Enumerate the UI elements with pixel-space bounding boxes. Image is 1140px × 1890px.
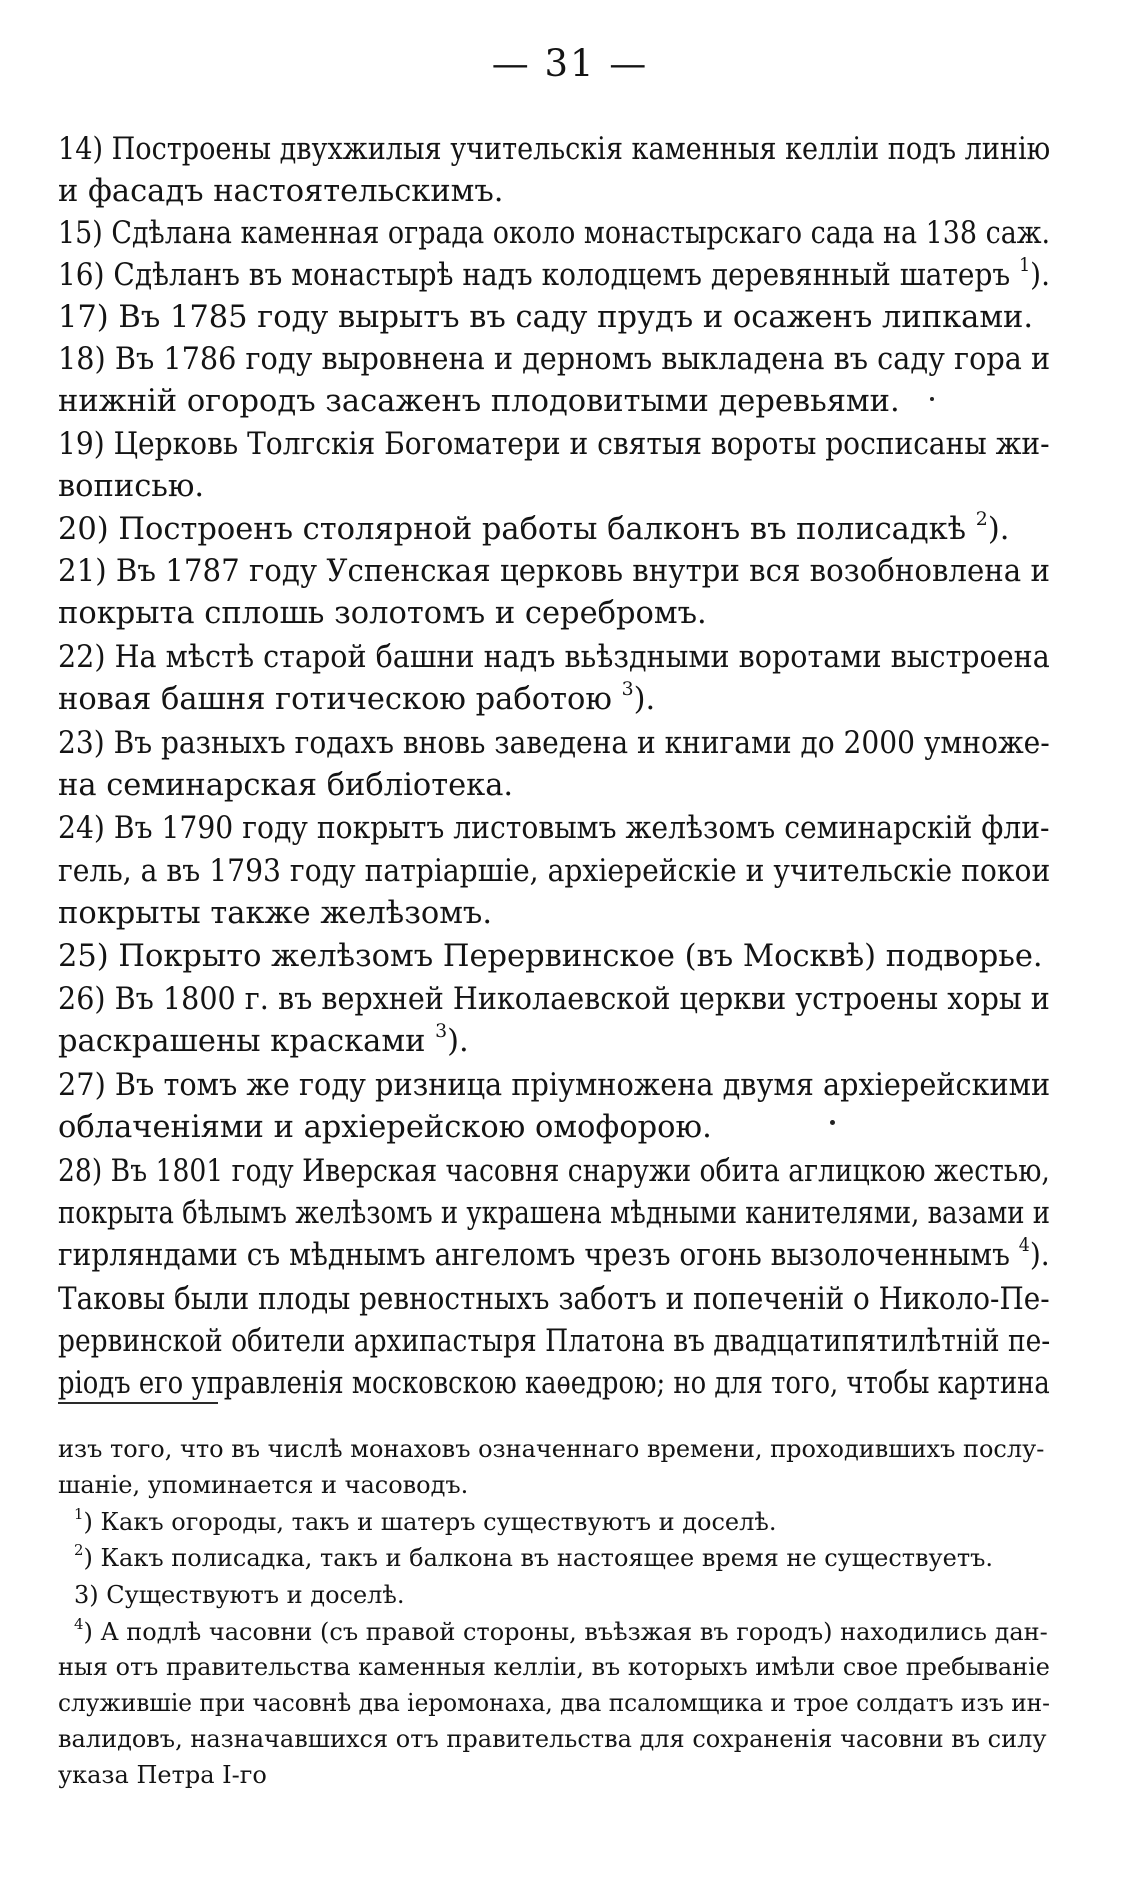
main-line: покрыта бѣлымъ желѣзомъ и украшена мѣдными канителями, вазами и bbox=[58, 1196, 1050, 1231]
footnote-line: изъ того, что въ числѣ монаховъ означеннаго времени, проходившихъ послу- bbox=[58, 1435, 1045, 1463]
main-line: новая башня готическою работою $^3$). bbox=[58, 677, 656, 717]
main-line: вописью. bbox=[58, 469, 205, 504]
main-line: гирляндами съ мѣднымъ ангеломъ чрезъ огонь вызолоченнымъ $^4$). bbox=[58, 1233, 1050, 1273]
footnote-line: служившіе при часовнѣ два іеромонаха, два псаломщика и трое солдатъ изъ ин- bbox=[58, 1689, 1050, 1717]
main-line: 22) На мѣстѣ старой башни надъ вьѣздными воротами выстроена bbox=[58, 640, 1050, 675]
main-line: 15) Сдѣлана каменная ограда около монастырскаго сада на 138 саж. bbox=[58, 216, 1051, 251]
main-line: облаченіями и архіерейскою омофорою. bbox=[58, 1110, 712, 1145]
footnote-line: $^4$) А подлѣ часовни (съ правой стороны, въѣзжая въ городъ) находились дан- bbox=[74, 1614, 1048, 1646]
footnote-line: указа Петра I-го bbox=[58, 1761, 267, 1789]
main-line: раскрашены красками $^3$). bbox=[58, 1019, 469, 1059]
main-line: покрыты также желѣзомъ. bbox=[58, 896, 493, 931]
main-line: на семинарская библіотека. bbox=[58, 768, 514, 803]
main-line: 28) Въ 1801 году Иверская часовня снаружи обита аглицкою жестью, bbox=[58, 1154, 1050, 1189]
main-line: ріодъ его управленія московскою каѳедрою; но для того, чтобы картина bbox=[58, 1366, 1050, 1401]
main-line: 26) Въ 1800 г. въ верхней Николаевской церкви устроены хоры и bbox=[58, 982, 1050, 1017]
footnote-line: $^1$) Какъ огороды, такъ и шатеръ существуютъ и доселѣ. bbox=[74, 1504, 777, 1536]
main-line: 19) Церковь Толгскія Богоматери и святыя вороты росписаны жи- bbox=[58, 427, 1050, 462]
main-line: нижній огородъ засаженъ плодовитыми деревьями. bbox=[58, 384, 900, 419]
main-line: гель, а въ 1793 году патріаршіе, архіерейскіе и учительскіе покои bbox=[58, 854, 1051, 889]
main-line: и фасадъ настоятельскимъ. bbox=[58, 174, 504, 209]
footnote-line: валидовъ, назначавшихся отъ правительства для сохраненія часовни въ силу bbox=[58, 1725, 1047, 1753]
main-line: 14) Построены двухжилыя учительскія каменныя келліи подъ линію bbox=[58, 132, 1051, 167]
main-line: 27) Въ томъ же году ризница пріумножена двумя архіерейскими bbox=[58, 1068, 1051, 1103]
footnote-line: ныя отъ правительства каменныя келліи, въ которыхъ имѣли свое пребываніе bbox=[58, 1653, 1050, 1681]
ink-speck bbox=[930, 397, 934, 401]
page-number: — 31 — bbox=[491, 42, 649, 85]
main-line: 17) Въ 1785 году вырытъ въ саду прудъ и осаженъ липками. bbox=[58, 300, 1034, 335]
main-line: 24) Въ 1790 году покрытъ листовымъ желѣзомъ семинарскій фли- bbox=[58, 811, 1050, 846]
main-line: 16) Сдѣланъ въ монастырѣ надъ колодцемъ деревянный шатеръ $^1$). bbox=[58, 253, 1050, 293]
footnote-separator bbox=[58, 1402, 218, 1404]
main-line: 21) Въ 1787 году Успенская церковь внутри вся возобновлена и bbox=[58, 554, 1051, 589]
main-line: 18) Въ 1786 году выровнена и дерномъ выкладена въ саду гора и bbox=[58, 342, 1051, 377]
main-line: рервинской обители архипастыря Платона въ двадцатипятилѣтній пе- bbox=[58, 1324, 1051, 1359]
main-line: 20) Построенъ столярной работы балконъ въ полисадкѣ $^2$). bbox=[58, 507, 1010, 547]
main-line: 23) Въ разныхъ годахъ вновь заведена и книгами до 2000 умноже- bbox=[58, 726, 1050, 761]
footnote-line: 3) Существуютъ и доселѣ. bbox=[74, 1581, 405, 1609]
main-line: покрыта сплошь золотомъ и серебромъ. bbox=[58, 596, 707, 631]
ink-speck bbox=[830, 1120, 835, 1125]
main-line: 25) Покрыто желѣзомъ Перервинское (въ Москвѣ) подворье. bbox=[58, 939, 1043, 974]
main-line: Таковы были плоды ревностныхъ заботъ и попеченій о Николо-Пе- bbox=[58, 1282, 1050, 1317]
footnote-line: шаніе, упоминается и часоводъ. bbox=[58, 1471, 469, 1499]
footnote-line: $^2$) Какъ полисадка, такъ и балкона въ настоящее время не существуетъ. bbox=[74, 1540, 994, 1572]
